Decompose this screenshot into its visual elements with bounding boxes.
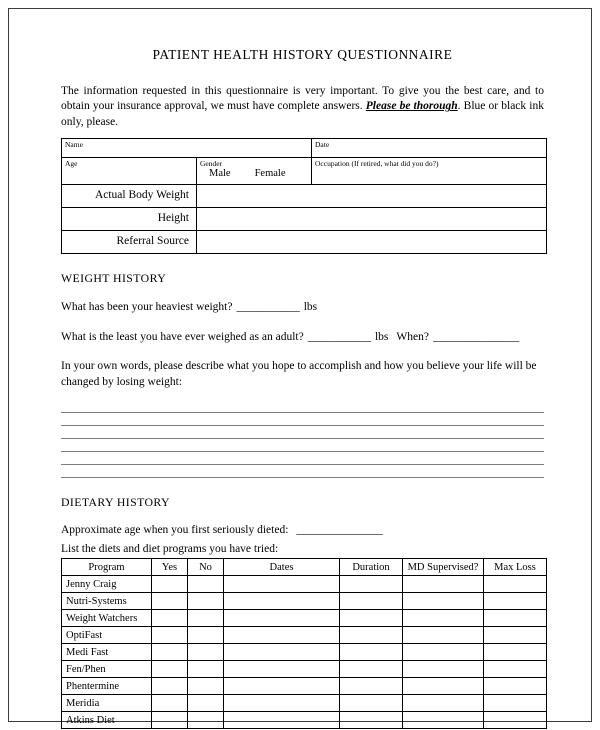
diet-table-row <box>62 695 547 712</box>
height-label: Height <box>62 208 197 231</box>
diet-yes-cell[interactable] <box>152 610 188 627</box>
diet-md-supervised-cell[interactable] <box>403 644 484 661</box>
diet-md-supervised-cell[interactable] <box>403 661 484 678</box>
diet-programs-table <box>61 558 547 729</box>
diet-no-cell[interactable] <box>188 695 224 712</box>
diet-no-cell[interactable] <box>188 712 224 729</box>
diet-max-loss-cell[interactable] <box>484 678 547 695</box>
diet-program-name: Meridia <box>62 695 152 712</box>
least-weight-text: What is the least you have ever weighed as an adult? <box>61 330 304 343</box>
write-line[interactable] <box>61 400 544 413</box>
dietary-history-heading: DIETARY HISTORY <box>61 495 170 510</box>
diet-program-name: Nutri-Systems <box>62 593 152 610</box>
least-weight-when-text: When? <box>396 330 429 343</box>
least-weight-unit: lbs <box>374 330 389 343</box>
heaviest-weight-question <box>61 300 544 316</box>
write-line[interactable] <box>61 465 544 478</box>
patient-info-table <box>61 138 547 254</box>
diet-max-loss-cell[interactable] <box>484 712 547 729</box>
diet-yes-cell[interactable] <box>152 644 188 661</box>
diet-max-loss-cell[interactable] <box>484 576 547 593</box>
intro-text-2: . Blue or black ink only, please. <box>61 100 544 128</box>
referral-source-field[interactable] <box>197 231 547 254</box>
referral-source-label: Referral Source <box>62 231 197 254</box>
diet-dates-cell[interactable] <box>224 593 340 610</box>
heaviest-weight-unit: lbs <box>303 301 318 314</box>
diet-header-max-loss: Max Loss <box>484 559 547 576</box>
diet-no-cell[interactable] <box>188 576 224 593</box>
diet-md-supervised-cell[interactable] <box>403 627 484 644</box>
diet-duration-cell[interactable] <box>340 661 403 678</box>
diet-yes-cell[interactable] <box>152 593 188 610</box>
diet-yes-cell[interactable] <box>152 661 188 678</box>
occupation-field[interactable] <box>312 158 547 185</box>
diet-max-loss-cell[interactable] <box>484 695 547 712</box>
least-weight-blank[interactable]: ___________ <box>307 330 371 343</box>
first-diet-age-blank[interactable]: _______________ <box>296 524 383 537</box>
diet-dates-cell[interactable] <box>224 695 340 712</box>
accomplish-question: In your own words, please describe what you hope to accomplish and how you believe your life will be changed by losing weight: <box>61 360 537 388</box>
diet-no-cell[interactable] <box>188 593 224 610</box>
height-field[interactable] <box>197 208 547 231</box>
diet-dates-cell[interactable] <box>224 661 340 678</box>
intro-paragraph <box>61 84 544 130</box>
heaviest-weight-blank[interactable]: ___________ <box>236 301 300 314</box>
info-row-name-date <box>62 139 547 158</box>
diet-table-row <box>62 610 547 627</box>
heaviest-weight-text: What has been your heaviest weight? <box>61 301 233 314</box>
gender-label: Gender <box>200 159 223 169</box>
intro-emphasis: Please be thorough <box>365 100 458 113</box>
diet-header-dates: Dates <box>224 559 340 576</box>
diet-header-no: No <box>188 559 224 576</box>
actual-body-weight-field[interactable] <box>197 185 547 208</box>
write-line[interactable] <box>61 452 544 465</box>
info-row-referral-source <box>62 231 547 254</box>
diet-program-name: Medi Fast <box>62 644 152 661</box>
diet-dates-cell[interactable] <box>224 712 340 729</box>
diet-header-duration: Duration <box>340 559 403 576</box>
diet-no-cell[interactable] <box>188 610 224 627</box>
diet-header-yes: Yes <box>152 559 188 576</box>
write-line[interactable] <box>61 426 544 439</box>
diet-program-name: Phentermine <box>62 678 152 695</box>
diet-md-supervised-cell[interactable] <box>403 712 484 729</box>
diet-no-cell[interactable] <box>188 678 224 695</box>
age-field[interactable] <box>62 158 197 185</box>
info-row-body-weight <box>62 185 547 208</box>
gender-female-option[interactable]: Female <box>254 168 286 180</box>
diet-dates-cell[interactable] <box>224 576 340 593</box>
diet-dates-cell[interactable] <box>224 678 340 695</box>
diet-md-supervised-cell[interactable] <box>403 695 484 712</box>
diet-table-row <box>62 678 547 695</box>
diet-table-row <box>62 644 547 661</box>
date-field[interactable] <box>312 139 547 158</box>
weight-history-heading: WEIGHT HISTORY <box>61 271 167 286</box>
diet-dates-cell[interactable] <box>224 627 340 644</box>
least-weight-when-blank[interactable]: _______________ <box>432 330 520 343</box>
diet-md-supervised-cell[interactable] <box>403 610 484 627</box>
occupation-label: Occupation (If retired, what did you do?) <box>315 159 439 169</box>
diet-yes-cell[interactable] <box>152 695 188 712</box>
diet-table-row <box>62 576 547 593</box>
actual-body-weight-label: Actual Body Weight <box>62 185 197 208</box>
diet-duration-cell[interactable] <box>340 712 403 729</box>
diet-duration-cell[interactable] <box>340 644 403 661</box>
diet-duration-cell[interactable] <box>340 627 403 644</box>
diet-table-row <box>62 661 547 678</box>
name-label: Name <box>65 140 83 150</box>
info-row-height <box>62 208 547 231</box>
diet-header-md-supervised: MD Supervised? <box>403 559 484 576</box>
age-label: Age <box>65 159 78 169</box>
date-label: Date <box>315 140 330 150</box>
diet-program-name: Jenny Craig <box>62 576 152 593</box>
diet-table-header-row <box>62 559 547 576</box>
diet-md-supervised-cell[interactable] <box>403 576 484 593</box>
diet-md-supervised-cell[interactable] <box>403 593 484 610</box>
diet-max-loss-cell[interactable] <box>484 593 547 610</box>
diet-yes-cell[interactable] <box>152 627 188 644</box>
first-diet-age-text: Approximate age when you first seriously dieted: <box>61 524 289 537</box>
diet-duration-cell[interactable] <box>340 576 403 593</box>
gender-field[interactable] <box>197 158 312 185</box>
diet-no-cell[interactable] <box>188 661 224 678</box>
name-field[interactable] <box>62 139 312 158</box>
diet-max-loss-cell[interactable] <box>484 644 547 661</box>
free-response-area <box>61 400 544 478</box>
diet-table-row <box>62 627 547 644</box>
diet-table-row <box>62 593 547 610</box>
diet-program-name: Fen/Phen <box>62 661 152 678</box>
diet-program-name: Weight Watchers <box>62 610 152 627</box>
write-line[interactable] <box>61 439 544 452</box>
diet-no-cell[interactable] <box>188 644 224 661</box>
diet-max-loss-cell[interactable] <box>484 610 547 627</box>
write-line[interactable] <box>61 413 544 426</box>
least-weight-question <box>61 330 544 346</box>
diet-duration-cell[interactable] <box>340 695 403 712</box>
diet-list-prompt: List the diets and diet programs you have tried: <box>61 543 279 556</box>
diet-no-cell[interactable] <box>188 627 224 644</box>
page-title: PATIENT HEALTH HISTORY QUESTIONNAIRE <box>152 47 453 62</box>
diet-program-name: Atkins Diet <box>62 712 152 729</box>
diet-max-loss-cell[interactable] <box>484 661 547 678</box>
diet-md-supervised-cell[interactable] <box>403 678 484 695</box>
diet-yes-cell[interactable] <box>152 712 188 729</box>
intro-text-1: The information requested in this questionnaire is very important. To give you the best care, and to obtain your insurance approval, we must have complete answers. <box>61 85 544 113</box>
diet-yes-cell[interactable] <box>152 678 188 695</box>
diet-yes-cell[interactable] <box>152 576 188 593</box>
diet-dates-cell[interactable] <box>224 644 340 661</box>
first-diet-age-question <box>61 524 544 536</box>
diet-dates-cell[interactable] <box>224 610 340 627</box>
document-page <box>8 8 592 726</box>
gender-options <box>197 168 311 179</box>
diet-duration-cell[interactable] <box>340 593 403 610</box>
diet-max-loss-cell[interactable] <box>484 627 547 644</box>
info-row-age-gender-occupation <box>62 158 547 185</box>
diet-table-row <box>62 712 547 729</box>
diet-duration-cell[interactable] <box>340 610 403 627</box>
diet-header-program: Program <box>62 559 152 576</box>
gender-male-option[interactable]: Male <box>209 168 231 180</box>
diet-duration-cell[interactable] <box>340 678 403 695</box>
diet-program-name: OptiFast <box>62 627 152 644</box>
